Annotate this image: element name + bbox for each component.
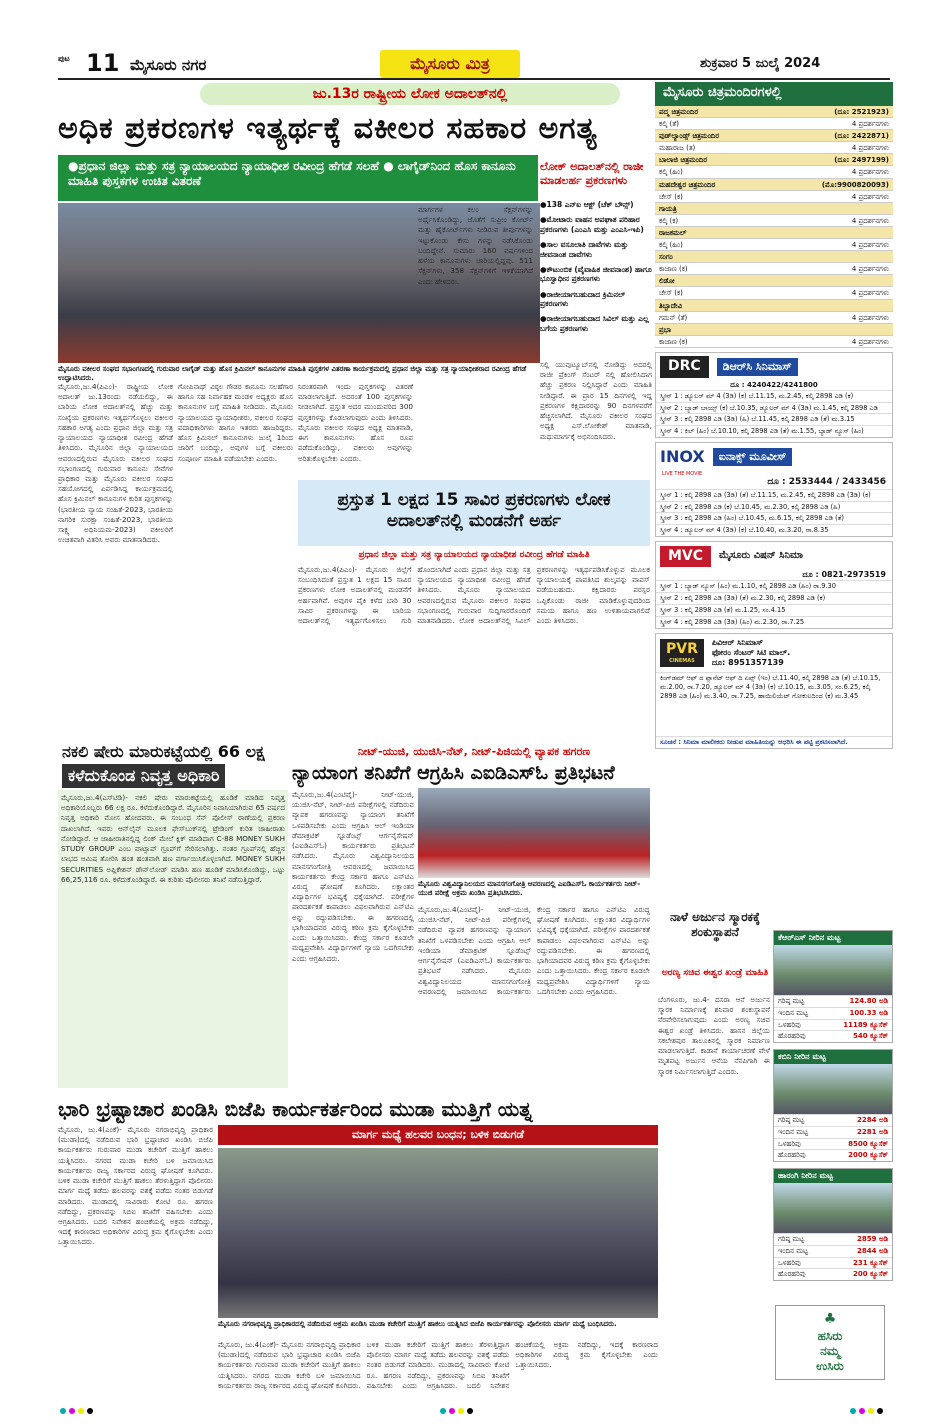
lead-body-col3: ನಿರಂತರವಾಗಿ ಇಂದು ಪುಸ್ತಕಗಳನ್ನು ವಿತರಣೆ ಮಾಡಲಾಗುತ್ತಿದೆ. ಅದರಂತೆ 100 ಪುಸ್ತಕಗಳನ್ನು ನೀಡಲಾಗಿದೆ. ಪ್ರಸ್ತುತ ಅದರ ಮುಂದುವರಿದ 300 ಪುಸ್ತಕಗಳನ್ನು ಕೊಡಲಾಗುವುದು ಎಂದು ತಿಳಿಸಿದರು. ಮೈಸೂರು ವಕೀಲರ ಸಂಘದ ಅಧ್ಯಕ್ಷ ಮಾತನಾಡಿ, ಈಗ ಕಾನೂನುಗಳು ಹೊಸ ರೂಪ ಪಡೆದುಕೊಂಡಿದ್ದು, ವಕೀಲರು ಅವುಗಳನ್ನು ಅರಿತುಕೊಳ್ಳಬೇಕು ಎಂದರು.	[298, 382, 413, 463]
screen-row: ಸ್ಕ್ರೀನ್ 1 : ಬ್ಯಾಡ್ ನ್ಯೂಸ್ (ಹಿಂ) ಮ.1.10, ಕಲ್ಕಿ 2898 ಎಡಿ (ಹಿಂ) ರಾ.9.30	[656, 580, 892, 592]
mvc-phone: ದೂ : 0821-2973519	[802, 570, 886, 580]
theatre-row	[655, 166, 893, 178]
dam-value: 2284 ಅಡಿ	[857, 1116, 888, 1124]
lead-caption: ಮೈಸೂರು ವಕೀಲರ ಸಂಘದ ಸಭಾಂಗಣದಲ್ಲಿ ಗುರುವಾರ ಲಾಗೈಡ್ ಮತ್ತು ಹೊಸ ಕ್ರಿಮಿನಲ್ ಕಾನೂನುಗಳ ಮಾಹಿತಿ ಪುಸ್ತಕಗಳ ವಿತರಣಾ ಕಾರ್ಯಕ್ರಮದಲ್ಲಿ ಪ್ರಧಾನ ಜಿಲ್ಲಾ ಮತ್ತು ಸತ್ರ ನ್ಯಾಯಾಧೀಶರಾದ ರವೀಂದ್ರ ಹೆಗಡೆ ಉದ್ಘಾಟಿಸಿದರು.	[58, 365, 527, 382]
theatre-name: ವುಡ್‌ಲ್ಯಾಂಡ್ಸ್ ಚಿತ್ರಮಂದಿರ	[659, 132, 720, 141]
theatre-info: 4 ಪ್ರದರ್ಶನಗಳು	[851, 241, 889, 250]
theatre-name: ಚೇಸ್ (ಕ)	[659, 289, 683, 298]
dam-label: ಹೊರಹರಿವು	[778, 1151, 806, 1160]
inox-tagline: LIVE THE MOVIE	[662, 471, 703, 478]
pending-subhead: ಪ್ರಧಾನ ಜಿಲ್ಲಾ ಮತ್ತು ಸತ್ರ ನ್ಯಾಯಾಲಯದ ನ್ಯಾಯಾಧೀಶ ರವೀಂದ್ರ ಹೆಗಡೆ ಮಾಹಿತಿ	[358, 550, 590, 560]
theatre-info: 4 ಪ್ರದರ್ಶನಗಳು	[851, 265, 889, 274]
color-registration-marks	[440, 1408, 473, 1414]
screen-row: ಸ್ಕ್ರೀನ್ 3 : ಕಲ್ಕಿ 2898 ಎಡಿ (ಹಿಂ) ಬೆ.10.45, ಮ.6.15, ಕಲ್ಕಿ 2898 ಎಡಿ (ತೆ)	[656, 512, 892, 524]
pvr-name: ಪಿವಿಆರ್ ಸಿನಿಮಾಸ್	[711, 637, 764, 647]
side-item: ●ಮೋಟಾರು ವಾಹನ ಅಪಘಾತ ಪರಿಹಾರ ಪ್ರಕರಣಗಳು (ಎಂಎಸಿ ಮತ್ತು ಎಂಎಸಿ-ಇಪಿ)	[540, 215, 644, 234]
side-item: ●ಸಾಲ ವಸೂಲಾತಿ ದಾವೆಗಳು ಮತ್ತು ಜೀವನಾಂಶ ದಾವೆಗಳು	[540, 240, 629, 259]
theatre-row	[655, 142, 893, 154]
dam-box	[773, 930, 893, 1043]
theatre-info: (ದೂ: 2422871)	[834, 132, 889, 141]
theatre-name: ಕಾಜಾಣ (ಕ)	[659, 337, 688, 346]
theatre-info: (ದೂ: 2521923)	[834, 108, 889, 116]
theatre-row	[655, 300, 893, 312]
fraud-headline-line1: ನಕಲಿ ಷೇರು ಮಾರುಕಟ್ಟೆಯಲ್ಲಿ 66 ಲಕ್ಷ	[62, 742, 265, 761]
dam-value: 540 ಕ್ಯೂಸೆಕ್	[852, 1032, 888, 1041]
screen-row: ಸ್ಕ್ರೀನ್ 4 : ಕಲ್ಕಿ 2898 ಎಡಿ (3ಡಿ) (ಹಿಂ) ಮ.2.30, ರಾ.7.25	[656, 616, 892, 628]
theatre-name: ಕಾಜಾಣ (ಕ)	[659, 265, 688, 274]
side-item: ●ರಾಜೀಯಾಗಬಹುದಾದ ಕ್ರಿಮಿನಲ್ ಪ್ರಕರಣಗಳು	[540, 289, 626, 308]
theatre-info: 4 ಪ್ರದರ್ಶನಗಳು	[851, 216, 889, 225]
green-line3: ಉಸಿರು	[816, 1358, 844, 1373]
screen-row: ಸ್ಕ್ರೀನ್ 2 : ಕಲ್ಕಿ 2898 ಎಡಿ (ಕ) ಬೆ.10.45, ಮ.2.30, ಕಲ್ಕಿ 2898 ಎಡಿ (ಹಿ)	[656, 501, 892, 513]
cinema-note: ಸೂಚನೆ : ಸಿನಿಮಾ ಮಾಲೀಕರು ನೀಡುವ ಮಾಹಿತಿಯನ್ನು ಆಧರಿಸಿ ಈ ಪಟ್ಟಿ ಪ್ರಕಟಿಸಲಾಗಿದೆ.	[656, 736, 892, 748]
lead-body-col5: ಸಲ್ಲಿ ಯುವುಟ್ಯೂಬ್‌ನಲ್ಲಿ ನೋಡಿದ್ದು ಅದರಲ್ಲಿ ರಾಜೀ ಪ್ರೆಕಿಂಗ್ ಸೆಂಟರ್ ನಲ್ಲಿ ಹೋಲಿಸಿದಾಗ ಹೆಚ್ಚು ಪ್ರಕರಣ ನಿಲ್ಲಿಸಿದ್ದಾರೆ ಎಂದು ಮಾಹಿತಿ ನೀಡಿದ್ದಾರೆ. ಈ ಪ್ರಾರ 15 ದಿನಗಳಲ್ಲಿ ಇದ್ದ ಪ್ರಕರಣಗಳ ಕಕ್ಷಿದಾರರನ್ನು 90 ದಿನಗಳವರೆಗೆ ಹೆಚ್ಚಿಸಲಾಗಿದೆ. ಮೈಸೂರು ವಕೀಲರ ಸಂಘದ ಅಧ್ಯಕ್ಷ ಎಸ್.ಲೋಕೇಶ್ ಮಾತನಾಡಿ, ಮಧುಮಾರ್ಗಕ್ಕೆ ಅಭಿನಂದಿಸಿದರು.	[540, 360, 652, 441]
theatre-row	[655, 130, 893, 142]
fraud-headline-line2: ಕಳೆದುಕೊಂಡ ನಿವೃತ್ತ ಅಧಿಕಾರಿ	[62, 764, 225, 788]
screen-row: ಸ್ಕ್ರೀನ್ 3 : ಕಲ್ಕಿ 2898 ಎಡಿ (3ಡಿ) (ಹಿ) ಬೆ.11.45, ಕಲ್ಕಿ 2898 ಎಡಿ (ತೆ) ಮ.3.15	[656, 413, 892, 425]
inox-phone: ದೂ : 2533444 / 2433456	[767, 477, 886, 488]
pvr-address: ಫೋರಂ ಸೆಂಟರ್ ಸಿಟಿ ಮಾಲ್.	[711, 647, 791, 657]
muda-body-col1: ಮೈಸೂರು, ಜು.4(ಎಂಕೆ)- ಮೈಸೂರು ನಗರಾಭಿವೃದ್ಧಿ ಪ್ರಾಧಿಕಾರ (ಮುಡಾ)ದಲ್ಲಿ ನಡೆದಿರುವ ಭಾರಿ ಭ್ರಷ್ಟಾಚಾರ ಖಂಡಿಸಿ ಬಿಜೆಪಿ ಕಾರ್ಯಕರ್ತರು ಗುರುವಾರ ಮುಡಾ ಕಚೇರಿಗೆ ಮುತ್ತಿಗೆ ಹಾಕಲು ಯತ್ನಿಸಿದರು. ನಗರದ ಮುಡಾ ಕಚೇರಿ ಬಳಿ ಜಮಾಯಿಸಿದ ಕಾರ್ಯಕರ್ತರು ರಾಜ್ಯ ಸರ್ಕಾರದ ವಿರುದ್ಧ ಘೋಷಣೆ ಕೂಗಿದರು. ಬಳಿಕ ಮುಡಾ ಕಚೇರಿಗೆ ಮುತ್ತಿಗೆ ಹಾಕಲು ತೆರಳುತ್ತಿದ್ದಾಗ ಪೊಲೀಸರು ಮಾರ್ಗ ಮಧ್ಯೆ ತಡೆದು ಹಲವರನ್ನು ವಶಕ್ಕೆ ಪಡೆದು ನಂತರ ಬಿಡುಗಡೆ ಮಾಡಿದರು. ಮುಡಾದಲ್ಲಿ ಸಾವಿರಾರು ಕೋಟಿ ರೂ. ಹಗರಣ ನಡೆದಿದ್ದು, ಪ್ರಕರಣವನ್ನು ಸಿಬಿಐ ತನಿಖೆಗೆ ವಹಿಸಬೇಕು ಎಂದು ಆಗ್ರಹಿಸಿದರು. ಬದಲಿ ನಿವೇಶನ ಹಂಚಿಕೆಯಲ್ಲಿ ಅಕ್ರಮ ನಡೆದಿದ್ದು, ಇದಕ್ಕೆ ಕಾರಣರಾದ ಅಧಿಕಾರಿಗಳ ವಿರುದ್ಧ ಕ್ರಮ ಕೈಗೊಳ್ಳಬೇಕು ಎಂದು ಒತ್ತಾಯಿಸಿದರು.	[58, 1125, 213, 1247]
page-number-block	[58, 49, 128, 78]
magenta-dot	[449, 1408, 455, 1414]
arjun-body: ಬೆಂಗಳೂರು, ಜು.4- ದಸರಾ ಆನೆ ಅರ್ಜುನ ಸ್ಮಾರಕ ನಿರ್ಮಾಣಕ್ಕೆ ಶನಿವಾರ ಶಂಕುಸ್ಥಾಪನೆ ನೆರವೇರಿಸಲಾಗುವುದು ಎಂದು ಅರಣ್ಯ ಸಚಿವ ಈಶ್ವರ ಖಂಡ್ರೆ ತಿಳಿಸಿದರು. ಹಾಸನ ಜಿಲ್ಲೆಯ ಸಕಲೇಶಪುರ ತಾಲೂಕಿನಲ್ಲಿ ಸ್ಮಾರಕ ನಿರ್ಮಾಣ ಮಾಡಲಾಗುತ್ತಿದೆ. ಕಾಡಾನೆ ಕಾರ್ಯಾಚರಣೆ ವೇಳೆ ಮೃತಪಟ್ಟ ಅರ್ಜುನ ಆನೆಯ ನೆನಪಿಗಾಗಿ ಈ ಸ್ಮಾರಕ ನಿರ್ಮಿಸಲಾಗುತ್ತಿದೆ ಎಂದರು.	[658, 995, 770, 1076]
theatre-row	[655, 179, 893, 191]
theatre-name: ಕಲ್ಕಿ (ಹಿಂ)	[659, 241, 683, 250]
dam-label: ಒಳಹರಿವು	[778, 1020, 801, 1029]
theatre-row	[655, 312, 893, 324]
theatre-name: ಕಲ್ಕಿ (ಹಿಂ)	[659, 168, 683, 177]
pvr-listing	[655, 633, 893, 749]
drc-name: ಡಿಆರ್‌ಸಿ ಸಿನಿಮಾಸ್	[717, 358, 798, 376]
side-box-list	[540, 200, 655, 333]
dam-value: 8500 ಕ್ಯೂಸೆಕ್	[848, 1139, 888, 1148]
theatre-row	[655, 227, 893, 239]
muda-body-col2: ಮೈಸೂರು, ಜು.4(ಎಂಕೆ)- ಮೈಸೂರು ನಗರಾಭಿವೃದ್ಧಿ ಪ್ರಾಧಿಕಾರ (ಮುಡಾ)ದಲ್ಲಿ ನಡೆದಿರುವ ಭಾರಿ ಭ್ರಷ್ಟಾಚಾರ ಖಂಡಿಸಿ ಬಿಜೆಪಿ ಕಾರ್ಯಕರ್ತರು ಗುರುವಾರ ಮುಡಾ ಕಚೇರಿಗೆ ಮುತ್ತಿಗೆ ಹಾಕಲು ಯತ್ನಿಸಿದರು. ನಗರದ ಮುಡಾ ಕಚೇರಿ ಬಳಿ ಜಮಾಯಿಸಿದ ಕಾರ್ಯಕರ್ತರು ರಾಜ್ಯ ಸರ್ಕಾರದ ವಿರುದ್ಧ ಘೋಷಣೆ ಕೂಗಿದರು. ಬಳಿಕ ಮುಡಾ ಕಚೇರಿಗೆ ಮುತ್ತಿಗೆ ಹಾಕಲು ತೆರಳುತ್ತಿದ್ದಾಗ ಪೊಲೀಸರು ಮಾರ್ಗ ಮಧ್ಯೆ ತಡೆದು ಹಲವರನ್ನು ವಶಕ್ಕೆ ಪಡೆದು ನಂತರ ಬಿಡುಗಡೆ ಮಾಡಿದರು. ಮುಡಾದಲ್ಲಿ ಸಾವಿರಾರು ಕೋಟಿ ರೂ. ಹಗರಣ ನಡೆದಿದ್ದು, ಪ್ರಕರಣವನ್ನು ಸಿಬಿಐ ತನಿಖೆಗೆ ವಹಿಸಬೇಕು ಎಂದು ಆಗ್ರಹಿಸಿದರು. ಬದಲಿ ನಿವೇಶನ ಹಂಚಿಕೆಯಲ್ಲಿ ಅಕ್ರಮ ನಡೆದಿದ್ದು, ಇದಕ್ಕೆ ಕಾರಣರಾದ ಅಧಿಕಾರಿಗಳ ವಿರುದ್ಧ ಕ್ರಮ ಕೈಗೊಳ್ಳಬೇಕು ಎಂದು ಒತ್ತಾಯಿಸಿದರು.	[218, 1340, 658, 1390]
muda-photo	[218, 1148, 658, 1318]
arjun-headline: ನಾಳೆ ಅರ್ಜುನ ಸ್ಮಾರಕಕ್ಕೆ ಶಂಕುಸ್ಥಾಪನೆ	[670, 910, 760, 939]
dam-value: 231 ಕ್ಯೂಸೆಕ್	[852, 1258, 888, 1267]
theatre-name: ಬಾಲಾಜಿ ಚಿತ್ರಮಂದಿರ	[659, 156, 708, 165]
lead-body-col4: ಮಾರ್ಗಗಳ ಕಲಂ ಸೆಕ್ಷನ್‌ಗಳನ್ನು ಅರ್ಥೈಸಿಕೊಂಡಿದ್ದು, ಜೊತೆಗೆ ಸುಪ್ರೀಂ ಕೋರ್ಟ್ ಮತ್ತು ಹೈಕೋರ್ಟ್‌ಗಳು ನೀಡಿರುವ ತೀರ್ಪುಗಳನ್ನು ಇಟ್ಟುಕೊಂಡು ಕೇಸು ಗಳನ್ನು ನಡೆಸಿಕೊಂಡು ಬಂದಿದ್ದೇವೆ. ಸುಮಾರು 160 ವರ್ಷಗಳಿಂದ ಹಳೆಯ ಕಾನೂನುಗಳು ಜಾರಿಯಲ್ಲಿದ್ದವು. 511 ಸೆಕ್ಷನ್‌ಗಳು, 358 ಸೆಕ್ಷನ್‌ಗಳಿಗೆ ಇಳಿಕೆಯಾಗಿದೆ ಎಂದು ಹೇಳಿದರು.	[418, 205, 533, 286]
screen-row: ಸ್ಕ್ರೀನ್ 1 : ಡ್ಯೂಲರ್ ಮ್ 4 (3ಡಿ) (ಕ) ಬೆ.11.15, ಮ.2.45, ಕಲ್ಕಿ 2898 ಎಡಿ (ಕ)	[656, 390, 892, 402]
lead-body-col2: ಗೋಪಿನಾಥ್ ವಿಠ್ಠಲ ಗೌಡರ ಕಾನೂನು ಸಲಹೆಗಾರ ಹಾಗೂ ಸಹ ನಿರ್ವಾಹಕ ಮಂಡಳಿ ಅಧ್ಯಕ್ಷರು ಹೊಸ ಕಾನೂನುಗಳ ಬಗ್ಗೆ ಮಾಹಿತಿ ನೀಡಿದರು. ಮೈಸೂರು ನ್ಯಾಯಾಲಯದ ನ್ಯಾಯಾಧೀಶರು, ವಕೀಲರ ಸಂಘದ ಪದಾಧಿಕಾರಿಗಳು ಹಾಗೂ ಇತರರು ಹಾಜರಿದ್ದರು. ಹೊಸ ಕ್ರಿಮಿನಲ್ ಕಾನೂನುಗಳು ಜುಲೈ 1ರಿಂದ ಜಾರಿಗೆ ಬಂದಿದ್ದು, ಅವುಗಳ ಬಗ್ಗೆ ವಕೀಲರು ಸಂಪೂರ್ಣ ಮಾಹಿತಿ ಪಡೆಯಬೇಕು ಎಂದರು.	[178, 382, 293, 463]
protest-body-col2: ಮೈಸೂರು,ಜು.4(ಎಂಟಿವೈ)- ನೀಟ್-ಯುಜಿ, ಯುಜಿಸಿ-ನೆಟ್, ನೀಟ್-ಪಿಜಿ ಪರೀಕ್ಷೆಗಳಲ್ಲಿ ನಡೆದಿರುವ ವ್ಯಾಪಕ ಹಗರಣವನ್ನು ನ್ಯಾಯಾಂಗ ತನಿಖೆಗೆ ಒಳಪಡಿಸಬೇಕು ಎಂದು ಆಗ್ರಹಿಸಿ ಆಲ್ ಇಂಡಿಯಾ ಡೆಮಾಕ್ರಟಿಕ್ ಸ್ಟೂಡೆಂಟ್ಸ್ ಆರ್ಗನೈಸೇಷನ್ (ಎಐಡಿಎಸ್‌ಓ) ಕಾರ್ಯಕರ್ತರು ಪ್ರತಿಭಟನೆ ನಡೆಸಿದರು. ಮೈಸೂರು ವಿಶ್ವವಿದ್ಯಾನಿಲಯದ ಮಾನಸಗಂಗೋತ್ರಿ ಆವರಣದಲ್ಲಿ ಜಮಾಯಿಸಿದ ಕಾರ್ಯಕರ್ತರು ಕೇಂದ್ರ ಸರ್ಕಾರ ಹಾಗೂ ಎನ್‌ಟಿಎ ವಿರುದ್ಧ ಘೋಷಣೆ ಕೂಗಿದರು. ಲಕ್ಷಾಂತರ ವಿದ್ಯಾರ್ಥಿಗಳ ಭವಿಷ್ಯಕ್ಕೆ ಧಕ್ಕೆಯಾಗಿದೆ. ಪರೀಕ್ಷೆಗಳ ಪಾರದರ್ಶಕತೆ ಕಾಪಾಡಲು ವಿಫಲವಾಗಿರುವ ಎನ್‌ಟಿಎ ಅನ್ನು ರದ್ದುಪಡಿಸಬೇಕು. ಈ ಹಗರಣದಲ್ಲಿ ಭಾಗಿಯಾದವರ ವಿರುದ್ಧ ಕಠಿಣ ಕ್ರಮ ಕೈಗೊಳ್ಳಬೇಕು ಎಂದು ಒತ್ತಾಯಿಸಿದರು. ಕೇಂದ್ರ ಸರ್ಕಾರ ಕೂಡಲೇ ಮಧ್ಯಪ್ರವೇಶಿಸಿ ವಿದ್ಯಾರ್ಥಿಗಳಿಗೆ ನ್ಯಾಯ ಒದಗಿಸಬೇಕು ಎಂದು ಆಗ್ರಹಿಸಿದರು.	[418, 905, 650, 996]
black-dot	[467, 1408, 473, 1414]
dam-label: ಇಂದಿನ ಮಟ್ಟ	[778, 1008, 809, 1017]
theatre-info: 4 ಪ್ರದರ್ಶನಗಳು	[851, 168, 889, 177]
dam-photo	[774, 1064, 892, 1114]
dam-label: ಗರಿಷ್ಠ ಮಟ್ಟ	[778, 1116, 805, 1124]
drc-logo: DRC	[660, 356, 709, 378]
screen-row: ಸ್ಕ್ರೀನ್ 3 : ಕಲ್ಕಿ 2898 ಎಡಿ (ತೆ) ಮ.1.25, ಸಂ.4.15	[656, 604, 892, 616]
screen-row: ಸ್ಕ್ರೀನ್ 2 : ಕಲ್ಕಿ 2898 ಎಡಿ (3ಡಿ) (ತೆ) ಮ.2.30, ಕಲ್ಕಿ 2898 ಎಡಿ (ಕ)	[656, 592, 892, 604]
protest-body-col1: ಮೈಸೂರು,ಜು.4(ಎಂಟಿವೈ)- ನೀಟ್-ಯುಜಿ, ಯುಜಿಸಿ-ನೆಟ್, ನೀಟ್-ಪಿಜಿ ಪರೀಕ್ಷೆಗಳಲ್ಲಿ ನಡೆದಿರುವ ವ್ಯಾಪಕ ಹಗರಣವನ್ನು ನ್ಯಾಯಾಂಗ ತನಿಖೆಗೆ ಒಳಪಡಿಸಬೇಕು ಎಂದು ಆಗ್ರಹಿಸಿ ಆಲ್ ಇಂಡಿಯಾ ಡೆಮಾಕ್ರಟಿಕ್ ಸ್ಟೂಡೆಂಟ್ಸ್ ಆರ್ಗನೈಸೇಷನ್ (ಎಐಡಿಎಸ್‌ಓ) ಕಾರ್ಯಕರ್ತರು ಪ್ರತಿಭಟನೆ ನಡೆಸಿದರು. ಮೈಸೂರು ವಿಶ್ವವಿದ್ಯಾನಿಲಯದ ಮಾನಸಗಂಗೋತ್ರಿ ಆವರಣದಲ್ಲಿ ಜಮಾಯಿಸಿದ ಕಾರ್ಯಕರ್ತರು ಕೇಂದ್ರ ಸರ್ಕಾರ ಹಾಗೂ ಎನ್‌ಟಿಎ ವಿರುದ್ಧ ಘೋಷಣೆ ಕೂಗಿದರು. ಲಕ್ಷಾಂತರ ವಿದ್ಯಾರ್ಥಿಗಳ ಭವಿಷ್ಯಕ್ಕೆ ಧಕ್ಕೆಯಾಗಿದೆ. ಪರೀಕ್ಷೆಗಳ ಪಾರದರ್ಶಕತೆ ಕಾಪಾಡಲು ವಿಫಲವಾಗಿರುವ ಎನ್‌ಟಿಎ ಅನ್ನು ರದ್ದುಪಡಿಸಬೇಕು. ಈ ಹಗರಣದಲ್ಲಿ ಭಾಗಿಯಾದವರ ವಿರುದ್ಧ ಕಠಿಣ ಕ್ರಮ ಕೈಗೊಳ್ಳಬೇಕು ಎಂದು ಒತ್ತಾಯಿಸಿದರು. ಕೇಂದ್ರ ಸರ್ಕಾರ ಕೂಡಲೇ ಮಧ್ಯಪ್ರವೇಶಿಸಿ ವಿದ್ಯಾರ್ಥಿಗಳಿಗೆ ನ್ಯಾಯ ಒದಗಿಸಬೇಕು ಎಂದು ಆಗ್ರಹಿಸಿದರು.	[292, 790, 414, 963]
yellow-dot	[868, 1408, 874, 1414]
page-number: 11	[86, 49, 120, 77]
dam-photo	[774, 1183, 892, 1233]
dam-value: 2000 ಕ್ಯೂಸೆಕ್	[848, 1151, 888, 1160]
color-registration-marks	[60, 1408, 93, 1414]
cinema-listings	[655, 82, 893, 749]
mvc-name: ಮೈಸೂರು ವಿಷನ್ ಸಿನಿಮಾ	[719, 550, 804, 561]
lead-subhead: ●ಪ್ರಧಾನ ಜಿಲ್ಲಾ ಮತ್ತು ಸತ್ರ ನ್ಯಾಯಾಲಯದ ನ್ಯಾಯಾಧೀಶ ರವೀಂದ್ರ ಹೆಗಡೆ ಸಲಹೆ ● ಲಾಗೈಡ್‌ನಿಂದ ಹೊಸ ಕಾನೂನು ಮಾಹಿತಿ ಪುಸ್ತಕಗಳ ಉಚಿತ ವಿತರಣೆ	[58, 155, 538, 201]
pvr-shows: ಕಿಂಗ್‌ಡಮ್ ಆಫ್ ದ ಪ್ಲಾನೆಟ್ ಆಫ್ ದಿ ಏಪ್ಸ್ (ಇಂ) ಬೆ.11.40, ಕಲ್ಕಿ 2898 ಎಡಿ (ತೆ) ಬೆ.10.15, ಮ.2.00, ರಾ.7.20, ಡ್ಯೂಲರ್ ಮ್ 4 (3ಡಿ) (ಕ) ಬೆ.10.15, ಮ.3.05, ಸಂ.6.25, ಕಲ್ಕಿ 2898 ಎಡಿ (ಹಿಂ) ಮ.3.40, ರಾ.7.25, ಹಾಯಿಲಿಯೆಟ್ ಗೋಕುಲದಿಂದ (ಕ) ಮ.3.45	[656, 672, 892, 736]
inox-name: ಐನಾಕ್ಸ್ ಮೂವೀಸ್	[713, 448, 793, 466]
theatre-row	[655, 287, 893, 299]
black-dot	[877, 1408, 883, 1414]
dam-value: 11189 ಕ್ಯೂಸೆಕ್	[843, 1020, 888, 1029]
theatre-info: 4 ಪ್ರದರ್ಶನಗಳು	[851, 144, 889, 153]
tree-icon: ♣	[823, 1311, 837, 1328]
section-title: ಮೈಸೂರು ನಗರ	[130, 56, 207, 74]
dam-value: 100.33 ಅಡಿ	[849, 1008, 888, 1017]
pending-body: ಮೈಸೂರು,ಜು.4(ಪಿಎಂ)- ಮೈಸೂರು ಜಿಲ್ಲೆಗೆ ಸಂಬಂಧಿಸಿದಂತೆ ಪ್ರಸ್ತುತ 1 ಲಕ್ಷದ 15 ಸಾವಿರ ಪ್ರಕರಣಗಳು ಲೋಕ ಅದಾಲತ್‌ನಲ್ಲಿ ಮಂಡನೆಗೆ ಅರ್ಹವಾಗಿವೆ. ಅವುಗಳ ಪೈಕಿ ಕಳೆದ ಬಾರಿ 30 ಸಾವಿರ ಪ್ರಕರಣಗಳನ್ನು ಈ ಬಾರಿಯ ಅದಾಲತ್‌ನಲ್ಲಿ ಇತ್ಯರ್ಥಗೊಳಿಸಲು ಗುರಿ ಹೊಂದಲಾಗಿದೆ ಎಂದು ಪ್ರಧಾನ ಜಿಲ್ಲಾ ಮತ್ತು ಸತ್ರ ನ್ಯಾಯಾಲಯದ ನ್ಯಾಯಾಧೀಶ ರವೀಂದ್ರ ಹೆಗಡೆ ತಿಳಿಸಿದರು. ಮೈಸೂರು ನ್ಯಾಯಾಲಯದ ಆವರಣದಲ್ಲಿರುವ ಮೈಸೂರು ವಕೀಲರ ಸಂಘದ ಸಭಾಂಗಣದಲ್ಲಿ ಗುರುವಾರ ಸುದ್ದಿಗಾರರೊಂದಿಗೆ ಮಾತನಾಡಿದರು. ಲೋಕ ಅದಾಲತ್‌ನಲ್ಲಿ ಸಿವಿಲ್ ಪ್ರಕರಣಗಳನ್ನು ಇತ್ಯರ್ಥಪಡಿಸಿಕೊಳ್ಳುವ ಮೂಲಕ ನ್ಯಾಯಾಲಯಕ್ಕೆ ಪಾವತಿಸಿದ ಶುಲ್ಕವನ್ನು ವಾಪಸ್ ಪಡೆಯಬಹುದು. ಕಕ್ಷಿದಾರರು ಪರಸ್ಪರ ಒಪ್ಪಿಕೊಂಡು ರಾಜೀ ಮಾಡಿಕೊಳ್ಳುವುದರಿಂದ ಸಮಯ ಹಾಗೂ ಹಣ ಉಳಿತಾಯವಾಗಲಿದೆ ಎಂದು ತಿಳಿಸಿದರು.	[298, 565, 650, 626]
theatre-row	[655, 263, 893, 275]
yellow-dot	[78, 1408, 84, 1414]
screen-row: ಸ್ಕ್ರೀನ್ 4 : ಡ್ಯೂಲರ್ ಮ್ 4 (3ಡಿ) (ಕ) ಬೆ.10.40, ಮ.3.20, ರಾ.8.35	[656, 524, 892, 536]
paper-logo: ಮೈಸೂರು ಮಿತ್ರ	[380, 50, 520, 78]
green-campaign-logo	[775, 1305, 885, 1380]
protest-caption: ಮೈಸೂರು ವಿಶ್ವವಿದ್ಯಾನಿಲಯದ ಮಾನಸಗಂಗೋತ್ರಿ ಆವರಣದಲ್ಲಿ ಎಐಡಿಎಸ್‌ಓ ಕಾರ್ಯಕರ್ತರು ನೀಟ್-ಯುಜಿ ಪರೀಕ್ಷೆ ಅಕ್ರಮ ಖಂಡಿಸಿ ಪ್ರತಿಭಟಿಸಿದರು.	[418, 880, 641, 897]
side-item: ●138 ಎನ್‌ಐ ಆಕ್ಟ್ (ಚೆಕ್ ಬೌನ್ಸ್)	[540, 200, 634, 209]
dam-value: 200 ಕ್ಯೂಸೆಕ್	[852, 1270, 888, 1279]
dam-value: 124.80 ಅಡಿ	[849, 997, 888, 1005]
side-item: ●ಕೌಟುಂಬಿಕ (ವೈವಾಹಿಕ ಜೀವನಾಂಶ) ಹಾಗೂ ಭೂಸ್ವಾಧೀನ ಪ್ರಕರಣಗಳು	[540, 264, 652, 284]
drc-phone: ದೂ : 4240422/4241800	[730, 380, 818, 389]
mvc-logo: MVC	[660, 546, 711, 568]
arjun-subhead: ಅರಣ್ಯ ಸಚಿವ ಈಶ್ವರ ಖಂಡ್ರೆ ಮಾಹಿತಿ	[661, 968, 769, 978]
theatre-row	[655, 275, 893, 287]
theatre-row	[655, 191, 893, 203]
theatre-row	[655, 239, 893, 251]
theatre-name: ಪದ್ಮ ಚಿತ್ರಮಂದಿರ	[659, 108, 699, 116]
theatre-name: ರಾಜಕಮಲ್	[659, 228, 687, 237]
theatre-info: 4 ಪ್ರದರ್ಶನಗಳು	[851, 120, 889, 129]
pvr-logo-text: PVR	[666, 640, 698, 657]
green-line2: ನಮ್ಮ	[820, 1343, 840, 1358]
dam-photo	[774, 945, 892, 995]
theatre-name: ಚೇಸ್ (ಕ)	[659, 192, 683, 201]
yellow-dot	[458, 1408, 464, 1414]
theatre-name: ಲಿಡೋ	[659, 277, 675, 286]
dam-title: ಹಾರಂಗಿ ನೀರಿನ ಮಟ್ಟ	[774, 1169, 892, 1183]
theatre-info: 4 ಪ್ರದರ್ಶನಗಳು	[851, 289, 889, 298]
theatre-row	[655, 106, 893, 118]
lead-headline: ಅಧಿಕ ಪ್ರಕರಣಗಳ ಇತ್ಯರ್ಥಕ್ಕೆ ವಕೀಲರ ಸಹಕಾರ ಅಗತ್ಯ	[58, 111, 598, 146]
fraud-headline	[58, 742, 288, 788]
theatre-row	[655, 336, 893, 348]
dam-label: ಹೊರಹರಿವು	[778, 1270, 806, 1279]
lead-body-col1: ಮೈಸೂರು,ಜು.4(ಪಿಎಂ)- ರಾಷ್ಟ್ರೀಯ ಲೋಕ ಅದಾಲತ್ ಜು.13ರಂದು ನಡೆಯಲಿದ್ದು, ಈ ಬಾರಿಯ ಲೋಕ ಅದಾಲತ್‌ನಲ್ಲಿ ಹೆಚ್ಚು ಮತ್ತು ಸಂಖ್ಯೆಯ ಪ್ರಕರಣಗಳು ಇತ್ಯರ್ಥಗೊಳ್ಳಲು ವಕೀಲರ ಸಹಕಾರ ಅಗತ್ಯ ಎಂದು ಪ್ರಧಾನ ಜಿಲ್ಲಾ ಮತ್ತು ಸತ್ರ ನ್ಯಾಯಾಲಯದ ನ್ಯಾಯಾಧೀಶ ರವೀಂದ್ರ ಹೆಗಡೆ ತಿಳಿಸಿದರು. ಮೈಸೂರಿನ ಜಿಲ್ಲಾ ನ್ಯಾಯಾಲಯದ ಆವರಣದಲ್ಲಿರುವ ಮೈಸೂರು ವಕೀಲರ ಸಂಘದ ಸಭಾಂಗಣದಲ್ಲಿ ಗುರುವಾರ ಕಾನೂನು ಸೇವೆಗಳ ಪ್ರಾಧಿಕಾರ ಮತ್ತು ಮೈಸೂರು ವಕೀಲರ ಸಂಘದ ಸಹಯೋಗದಲ್ಲಿ ಏರ್ಪಡಿಸಿದ್ದ ಕಾರ್ಯಕ್ರಮದಲ್ಲಿ ಹೊಸ ಕ್ರಿಮಿನಲ್ ಕಾನೂನುಗಳ ಕುರಿತ ಪುಸ್ತಕಗಳನ್ನು (ಭಾರತೀಯ ನ್ಯಾಯ ಸಂಹಿತೆ-2023, ಭಾರತೀಯ ನಾಗರಿಕ ಸುರಕ್ಷಾ ಸಂಹಿತೆ-2023, ಭಾರತೀಯ ಸಾಕ್ಷ್ಯ ಅಧಿನಿಯಮ-2023) ವಕೀಲರಿಗೆ ಉಚಿತವಾಗಿ ವಿತರಿಸಿ ಅವರು ಮಾತನಾಡಿದರು.	[58, 382, 173, 545]
theatre-info: 4 ಪ್ರದರ್ಶನಗಳು	[851, 192, 889, 201]
theatre-name: ಕಲ್ಕಿ (ಕ)	[659, 216, 679, 225]
color-registration-marks	[850, 1408, 883, 1414]
drc-listing	[655, 352, 893, 438]
dam-label: ಹೊರಹರಿವು	[778, 1032, 806, 1041]
protest-photo	[418, 788, 650, 878]
pvr-phone: ದೂ: 8951357139	[711, 657, 784, 667]
theatre-name: ಪ್ರಭಾ	[659, 325, 672, 334]
dam-title: ಕಬಿನಿ ನೀರಿನ ಮಟ್ಟ	[774, 1050, 892, 1064]
dam-label: ಗರಿಷ್ಠ ಮಟ್ಟ	[778, 1235, 805, 1243]
dam-label: ಇಂದಿನ ಮಟ್ಟ	[778, 1127, 809, 1136]
muda-caption: ಮೈಸೂರು ನಗರಾಭಿವೃದ್ಧಿ ಪ್ರಾಧಿಕಾರದಲ್ಲಿ ನಡೆದಿರುವ ಅಕ್ರಮ ಖಂಡಿಸಿ ಮುಡಾ ಕಚೇರಿಗೆ ಮುತ್ತಿಗೆ ಹಾಕಲು ಯತ್ನಿಸಿದ ಬಿಜೆಪಿ ಕಾರ್ಯಕರ್ತರನ್ನು ಪೊಲೀಸರು ಮಾರ್ಗ ಮಧ್ಯೆ ಬಂಧಿಸಿದರು.	[218, 1320, 617, 1328]
theatre-name: ಕಲ್ಕಿ (ತೆ)	[659, 120, 679, 129]
green-line1: ಹಸಿರು	[817, 1328, 843, 1343]
theatre-name: ಗಮನ್ (ತೆ)	[659, 313, 688, 322]
pending-headline: ಪ್ರಸ್ತುತ 1 ಲಕ್ಷದ 15 ಸಾವಿರ ಪ್ರಕರಣಗಳು ಲೋಕ ಅದಾಲತ್‌ನಲ್ಲಿ ಮಂಡನೆಗೆ ಅರ್ಹ	[298, 480, 650, 546]
theatre-info: (ದೂ: 2497199)	[834, 156, 889, 165]
dam-title: ಕೆಆರ್‌ಎಸ್ ನೀರಿನ ಮಟ್ಟ	[774, 931, 892, 945]
inox-logo: INOX	[660, 447, 705, 467]
screen-row: ಸ್ಕ್ರೀನ್ 4 : ಕಿಲ್ (ಹಿಂ) ಬೆ.10.10, ಕಲ್ಕಿ 2898 ಎಡಿ (ತೆ) ಮ.1.55, ಬ್ಯಾಡ್ ನ್ಯೂಸ್ (ಹಿಂ)	[656, 425, 892, 437]
dam-box	[773, 1049, 893, 1162]
fraud-body: ಮೈಸೂರು,ಜು.4(ಎಸ್‌ಟಿಡಿ)- ನಕಲಿ ಷೇರು ಮಾರುಕಟ್ಟೆಯಲ್ಲಿ ಹೂಡಿಕೆ ಮಾಡಿದ ನಿವೃತ್ತ ಅಧಿಕಾರಿಯೊಬ್ಬರು 66 ಲಕ್ಷ ರೂ. ಕಳೆದುಕೊಂಡಿದ್ದಾರೆ. ಮೈಸೂರಿನ ನಿವಾಸಿಯಾಗಿರುವ 65 ವರ್ಷದ ನಿವೃತ್ತ ಅಧಿಕಾರಿ ಮೋಸ ಹೋದವರು. ಈ ಸಂಬಂಧ ಸೆನ್ ಪೊಲೀಸ್ ಠಾಣೆಯಲ್ಲಿ ಪ್ರಕರಣ ದಾಖಲಾಗಿದೆ. ಇವರು ಆನ್‌ಲೈನ್ ಮೂಲಕ ಫೇಸ್‌ಬುಕ್‌ನಲ್ಲಿ ಟ್ರೇಡಿಂಗ್ ಕುರಿತ ಜಾಹೀರಾತು ನೋಡಿದ್ದಾರೆ. ಆ ಜಾಹೀರಾತಿನಲ್ಲಿದ್ದ ಲಿಂಕ್ ಮೇಲೆ ಕ್ಲಿಕ್ ಮಾಡಿದಾಗ C-88 MONEY SUKH STUDY GROUP ಎಂಬ ವಾಟ್ಸಾಪ್ ಗ್ರೂಪ್‌ಗೆ ಸೇರಿಸಲಾಗಿತ್ತು. ನಂತರ ಗ್ರೂಪ್‌ನಲ್ಲಿ ಹೆಚ್ಚಿನ ಲಾಭದ ಆಮಿಷ ತೋರಿಸಿ ಹಂತ ಹಂತವಾಗಿ ಹಣ ವರ್ಗಾಯಿಸಿಕೊಳ್ಳಲಾಗಿದೆ. MONEY SUKH SECURITIES ಅಪ್ಲಿಕೇಶನ್ ಡೌನ್‌ಲೋಡ್ ಮಾಡಿಸಿ ಹಣ ಹೂಡಿಕೆ ಮಾಡಿಸಿಕೊಂಡಿದ್ದು, ಒಟ್ಟು 66,25,116 ರೂ. ಕಳೆದುಕೊಂಡಿದ್ದಾರೆ. ಈ ಕುರಿತು ಪೊಲೀಸರು ತನಿಖೆ ನಡೆಸುತ್ತಿದ್ದಾರೆ.	[58, 790, 288, 1088]
dam-value: 2859 ಅಡಿ	[857, 1235, 888, 1243]
dam-label: ಒಳಹರಿವು	[778, 1258, 801, 1267]
cyan-dot	[440, 1408, 446, 1414]
pvr-logo-tag: CINEMAS	[669, 658, 695, 665]
protest-headline: ನ್ಯಾಯಾಂಗ ತನಿಖೆಗೆ ಆಗ್ರಹಿಸಿ ಎಐಡಿಎಸ್‌ಓ ಪ್ರತಿಭಟನೆ	[292, 762, 615, 784]
dam-value: 2281 ಅಡಿ	[857, 1127, 888, 1136]
side-box-title: ಲೋಕ್ ಅದಾಲತ್‌ನಲ್ಲಿ ರಾಜೀ ಮಾಡಲರ್ಹ ಪ್ರಕರಣಗಳು	[540, 160, 644, 187]
dam-label: ಇಂದಿನ ಮಟ್ಟ	[778, 1246, 809, 1255]
protest-kicker: ನೀಟ್-ಯುಜಿ, ಯುಜಿಸಿ-ನೆಟ್, ನೀಟ್-ಪಿಜಿಯಲ್ಲಿ ವ್ಯಾಪಕ ಹಗರಣ	[357, 745, 591, 758]
theatre-row	[655, 251, 893, 263]
cyan-dot	[850, 1408, 856, 1414]
theatre-row	[655, 324, 893, 336]
dam-levels	[773, 930, 893, 1287]
theatre-name: ಸಂಗಂ	[659, 253, 673, 262]
dam-value: 2844 ಅಡಿ	[857, 1246, 888, 1255]
page-label: ಪುಟ	[58, 54, 70, 63]
side-item: ●ರಾಜೀಯಾಗಬಹುದಾದ ಸಿವಿಲ್ ಮತ್ತು ಎಲ್ಲ ಬಗೆಯ ಪ್ರಕರಣಗಳು	[540, 314, 649, 333]
inox-listing	[655, 442, 893, 537]
theatre-row	[655, 215, 893, 227]
theatre-name: ಗಾಯತ್ರಿ	[659, 204, 677, 213]
theatre-row	[655, 203, 893, 215]
dam-label: ಗರಿಷ್ಠ ಮಟ್ಟ	[778, 997, 805, 1005]
theatre-name: ಮಹಾರಾಜ (ತ)	[659, 144, 696, 153]
issue-date: ಶುಕ್ರವಾರ 5 ಜುಲೈ 2024	[700, 56, 821, 71]
lead-kicker: ಜು.13ರ ರಾಷ್ಟ್ರೀಯ ಲೋಕ ಅದಾಲತ್‌ನಲ್ಲಿ	[200, 83, 620, 105]
screen-row: ಸ್ಕ್ರೀನ್ 1 : ಕಲ್ಕಿ 2898 ಎಡಿ (3ಡಿ) (ತೆ) ಬೆ.11.15, ಮ.2.45, ಕಲ್ಕಿ 2898 ಎಡಿ (3ಡಿ) (ಕ)	[656, 489, 892, 501]
dam-label: ಒಳಹರಿವು	[778, 1139, 801, 1148]
magenta-dot	[69, 1408, 75, 1414]
theatre-name: ತಿಬ್ಬಾದೇವಿ	[659, 301, 683, 310]
cinema-title: ಮೈಸೂರು ಚಿತ್ರಮಂದಿರಗಳಲ್ಲಿ	[655, 82, 893, 106]
dam-box	[773, 1168, 893, 1281]
pvr-logo	[660, 639, 704, 667]
theatre-table	[655, 106, 893, 348]
magenta-dot	[859, 1408, 865, 1414]
theatre-row	[655, 118, 893, 130]
theatre-row	[655, 154, 893, 166]
theatre-info: 4 ಪ್ರದರ್ಶನಗಳು	[851, 337, 889, 346]
screen-row: ಸ್ಕ್ರೀನ್ 2 : ಬ್ಯಾಡ್ ಬಾಯ್ಸ್ (ಕ) ಬೆ.10.35, ಡ್ಯೂಲರ್ ಮ್ 4 (3ಡಿ) ಮ.1.45, ಕಲ್ಕಿ 2898 ಎಡಿ	[656, 402, 892, 414]
cyan-dot	[60, 1408, 66, 1414]
theatre-name: ಮಹದೇಶ್ವರ ಚಿತ್ರಮಂದಿರ	[659, 180, 716, 189]
muda-headline: ಭಾರಿ ಭ್ರಷ್ಟಾಚಾರ ಖಂಡಿಸಿ ಬಿಜೆಪಿ ಕಾರ್ಯಕರ್ತರಿಂದ ಮುಡಾ ಮುತ್ತಿಗೆ ಯತ್ನ	[58, 1097, 533, 1121]
black-dot	[87, 1408, 93, 1414]
theatre-info: (ಮೊ:9900820093)	[821, 180, 889, 189]
theatre-info: 4 ಪ್ರದರ್ಶನಗಳು	[851, 313, 889, 322]
mvc-listing	[655, 541, 893, 629]
muda-kicker: ಮಾರ್ಗ ಮಧ್ಯೆ ಹಲವರ ಬಂಧನ; ಬಳಿಕ ಬಿಡುಗಡೆ	[218, 1125, 658, 1145]
